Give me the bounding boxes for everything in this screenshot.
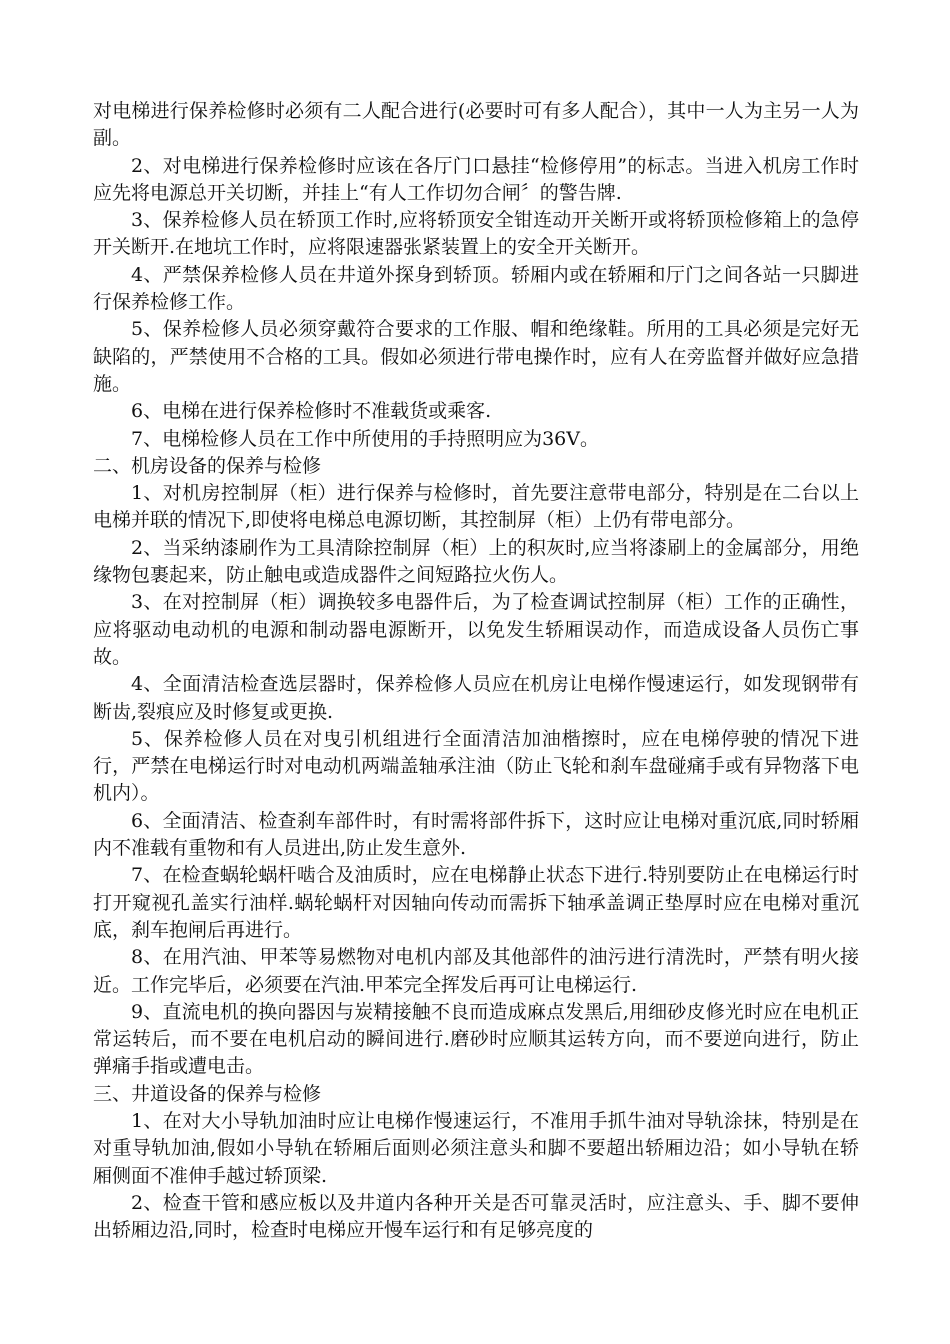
- paragraph-machine-room-2: 2、当采纳漆刷作为工具清除控制屏（柜）上的积灰时,应当将漆刷上的金属部分，用绝缘物包裹起来，防止触电或造成器件之间短路拉火伤人。: [93, 536, 859, 587]
- paragraph-machine-room-5: 5、保养检修人员在对曳引机组进行全面清洁加油楷擦时，应在电梯停驶的情况下进行，严禁在电梯运行时对电动机两端盖轴承注油（防止飞轮和刹车盘碰痛手或有异物落下电机内）。: [93, 727, 859, 805]
- paragraph-machine-room-6: 6、全面清洁、检查刹车部件时，有时需将部件拆下，这时应让电梯对重沉底,同时轿厢内不准载有重物和有人员进出,防止发生意外.: [93, 809, 859, 860]
- paragraph-machine-room-8: 8、在用汽油、甲苯等易燃物对电机内部及其他部件的油污进行清洗时，严禁有明火接近。工作完毕后，必须要在汽油.甲苯完全挥发后再可让电梯运行.: [93, 946, 859, 996]
- paragraph-machine-room-3: 3、在对控制屏（柜）调换较多电器件后，为了检查调试控制屏（柜）工作的正确性，应将驱动电动机的电源和制动器电源断开，以免发生轿厢误动作，而造成设备人员伤亡事故。: [93, 591, 859, 668]
- paragraph-safety-intro: 对电梯进行保养检修时必须有二人配合进行(必要时可有多人配合），其中一人为主另一人为副。: [93, 100, 859, 150]
- paragraph-machine-room-1: 1、对机房控制屏（柜）进行保养与检修时，首先要注意带电部分，特别是在二台以上电梯并联的情况下,即使将电梯总电源切断，其控制屏（柜）上仍有带电部分。: [93, 482, 859, 532]
- paragraph-safety-2: 2、对电梯进行保养检修时应该在各厅门口悬挂“检修停用”的标志。当进入机房工作时应先将电源总开关切断，并挂上“有人工作切勿合闸〞的警告牌.: [93, 154, 859, 204]
- paragraph-hoistway-2: 2、检查干管和感应板以及井道内各种开关是否可靠灵活时，应注意头、手、脚不要伸出轿厢边沿,同时，检查时电梯应开慢车运行和有足够亮度的: [93, 1191, 859, 1242]
- paragraph-safety-7: 7、电梯检修人员在工作中所使用的手持照明应为36V。: [131, 427, 599, 450]
- paragraph-safety-6: 6、电梯在进行保养检修时不准载货或乘客.: [131, 400, 492, 423]
- paragraph-safety-3: 3、保养检修人员在轿顶工作时,应将轿顶安全钳连动开关断开或将轿顶检修箱上的急停开关断开.在地坑工作时，应将限速器张紧装置上的安全开关断开。: [93, 209, 859, 259]
- paragraph-machine-room-4: 4、全面清洁检查选层器时，保养检修人员应在机房让电梯作慢速运行，如发现钢带有断齿,裂痕应及时修复或更换.: [93, 673, 859, 723]
- paragraph-hoistway-1: 1、在对大小导轨加油时应让电梯作慢速运行，不准用手抓牛油对导轨涂抹，特别是在对重导轨加油,假如小导轨在轿厢后面则必须注意头和脚不要超出轿厢边沿；如小导轨在轿厢侧面不准伸手越过轿顶梁.: [93, 1109, 859, 1187]
- paragraph-safety-4: 4、严禁保养检修人员在井道外探身到轿顶。轿厢内或在轿厢和厅门之间各站一只脚进行保养检修工作。: [93, 263, 859, 314]
- section-heading-hoistway: 三、井道设备的保养与检修: [93, 1082, 322, 1105]
- section-heading-machine-room: 二、机房设备的保养与检修: [93, 454, 322, 477]
- paragraph-machine-room-9: 9、直流电机的换向器因与炭精接触不良而造成麻点发黑后,用细砂皮修光时应在电机正常运转后，而不要在电机启动的瞬间进行.磨砂时应顺其运转方向，而不要逆向进行，防止弹痛手指或遭电击。: [93, 1000, 859, 1078]
- paragraph-safety-5: 5、保养检修人员必须穿戴符合要求的工作服、帽和绝缘鞋。所用的工具必须是完好无缺陷的，严禁使用不合格的工具。假如必须进行带电操作时，应有人在旁监督并做好应急措施。: [93, 318, 859, 395]
- paragraph-machine-room-7: 7、在检查蜗轮蜗杆啮合及油质时，应在电梯静止状态下进行.特别要防止在电梯运行时打开窥视孔盖实行油样.蜗轮蜗杆对因轴向传动而需拆下轴承盖调正垫厚时应在电梯对重沉底，刹车抱闸后再进行。: [93, 864, 859, 941]
- document-page: [93, 98, 859, 1244]
